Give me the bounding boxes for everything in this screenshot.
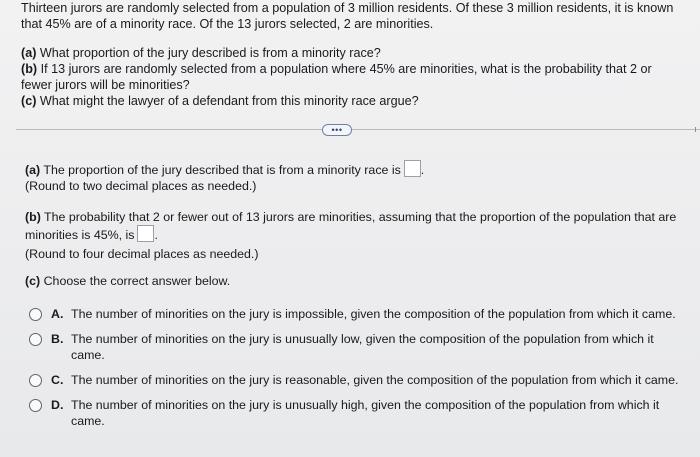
answer-a-text: The proportion of the jury described that is from a minority race is [43,163,401,177]
option-d-letter: D. [51,398,64,412]
answer-section [25,160,685,289]
answer-b-input[interactable] [137,225,154,242]
option-d-text[interactable]: The number of minorities on the jury is unusually high, given the composition of the population from which it came. [71,398,660,428]
option-a-letter: A. [51,307,64,321]
answer-b-text: The probability that 2 or fewer out of 13 jurors are minorities, assuming that the proportion of the population that are minorities is 45%, is [25,210,677,242]
part-a-text: What proportion of the jury described is from a minority race? [39,46,381,60]
option-b-radio[interactable] [29,333,42,346]
option-d-radio[interactable] [29,399,42,412]
option-c[interactable] [29,372,689,388]
part-b-text: If 13 jurors are randomly selected from a population where 45% are minorities, what is the probability that 2 or fewer jurors will be minorities? [21,62,652,92]
expand-more-button[interactable]: ••• [322,124,352,136]
option-c-text[interactable]: The number of minorities on the jury is reasonable, given the composition of the population from which it came. [71,373,679,387]
answer-b-period: . [154,228,158,242]
answer-a-label: (a) [25,163,41,177]
section-divider [16,129,700,130]
problem-intro-text: Thirteen jurors are randomly selected from a population of 3 million residents. Of these 3 million residents, it is known that 45% are of a minority race. Of the 13 jurors selected, 2 are minorities. [21,1,674,31]
option-c-radio[interactable] [29,374,42,387]
answer-c-line [25,273,685,289]
scroll-edge-marker [695,127,700,132]
option-a-text[interactable]: The number of minorities on the jury is impossible, given the composition of the population from which it came. [71,307,676,321]
problem-parts [21,45,681,109]
option-d[interactable] [29,397,689,429]
part-b-question [21,61,681,93]
option-c-letter: C. [51,373,64,387]
choice-options [29,306,689,438]
option-b-text[interactable]: The number of minorities on the jury is unusually low, given the composition of the population from which it came. [71,332,654,362]
part-c-label: (c) [21,94,37,108]
answer-a-hint: (Round to two decimal places as needed.) [25,179,257,193]
answer-a-input[interactable] [404,160,421,177]
part-b-label: (b) [21,62,38,76]
answer-c-label: (c) [25,274,41,288]
answer-b-hint: (Round to four decimal places as needed.) [25,247,259,261]
part-a-label: (a) [21,46,37,60]
answer-a-line [25,160,685,178]
part-a-question [21,45,681,61]
part-c-question [21,93,681,109]
answer-b-line [25,209,685,243]
option-a[interactable] [29,306,689,322]
option-b[interactable] [29,331,689,363]
option-b-letter: B. [51,332,64,346]
option-a-radio[interactable] [29,308,42,321]
answer-a-period: . [420,163,425,177]
answer-b-label: (b) [25,210,41,224]
answer-c-text: Choose the correct answer below. [43,274,231,288]
problem-intro [21,0,681,32]
part-c-text: What might the lawyer of a defendant from this minority race argue? [39,94,419,108]
